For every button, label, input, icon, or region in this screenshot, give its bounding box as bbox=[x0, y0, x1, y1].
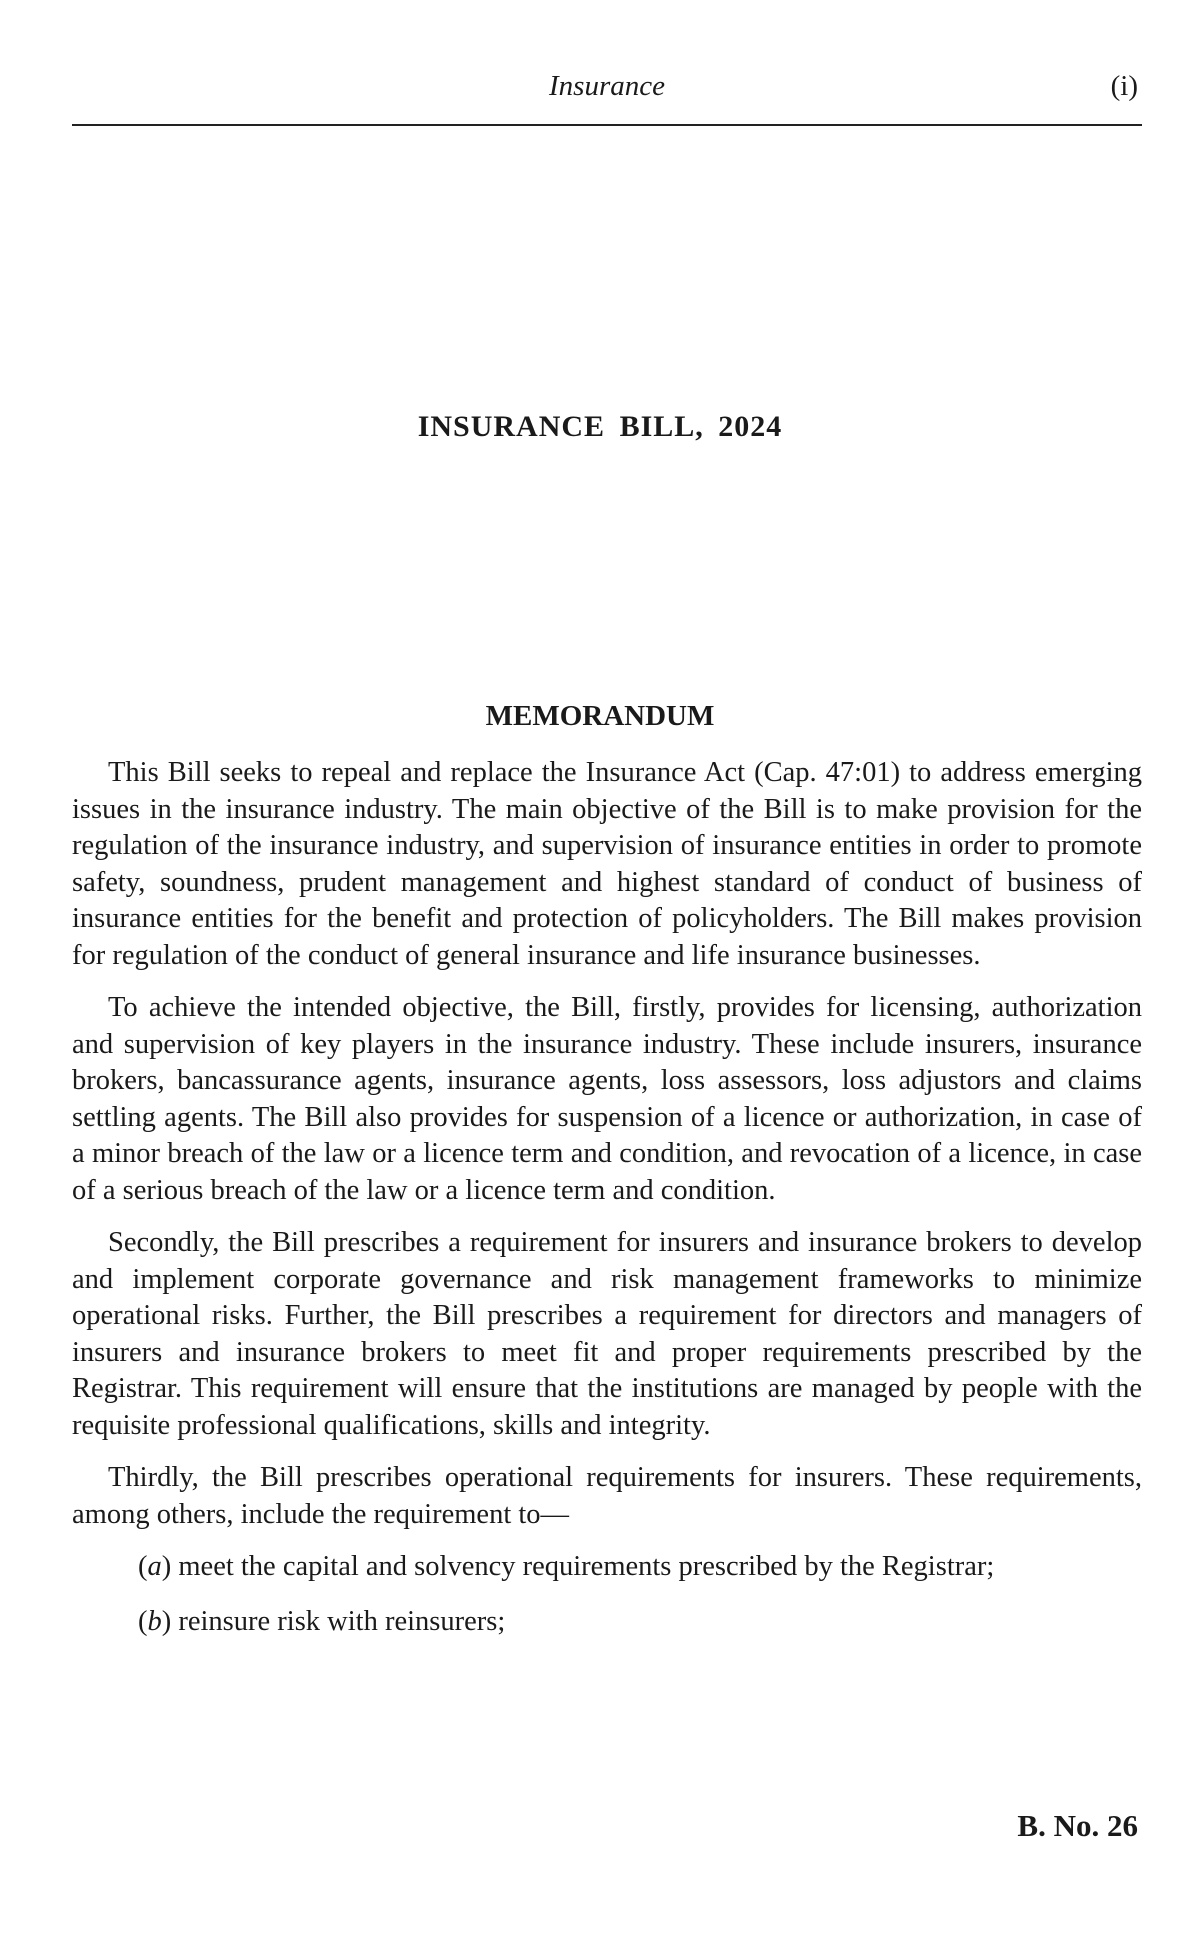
list-item-a-text: meet the capital and solvency requirements prescribed by the Registrar; bbox=[178, 1551, 995, 1582]
memorandum-body bbox=[72, 755, 1142, 1658]
memorandum-paragraph-2: To achieve the intended objective, the Bill, firstly, provides for licensing, authorization and supervision of key players in the insurance industry. These include insurers, insurance brokers, bancassurance agents, insurance agents, loss assessors, loss adjustors and claims settling agents. The Bill also provides for suspension of a licence or authorization, in case of a minor breach of the law or a licence term and condition, and revocation of a licence, in case of a serious breach of the law or a licence term and condition. bbox=[72, 992, 1142, 1206]
memorandum-heading: MEMORANDUM bbox=[485, 700, 715, 732]
list-item-a: (a) meet the capital and solvency requirements prescribed by the Registrar; bbox=[138, 1551, 995, 1582]
bill-title: INSURANCE BILL, 2024 bbox=[417, 410, 783, 443]
list-item-b-text: reinsure risk with reinsurers; bbox=[178, 1605, 506, 1637]
page-number: (i) bbox=[1110, 70, 1138, 102]
list-item-b-letter: b bbox=[147, 1605, 162, 1637]
list-item-a-letter: a bbox=[147, 1551, 162, 1582]
memorandum-paragraph-4: Thirdly, the Bill prescribes operational requirements for insurers. These requirements, among others, include the requirement to— bbox=[72, 1462, 1142, 1530]
memorandum-paragraph-1: This Bill seeks to repeal and replace the Insurance Act (Cap. 47:01) to address emerging issues in the insurance industry. The main objective of the Bill is to make provision for the regulation of the insurance industry, and supervision of insurance entities in order to promote safety, soundness, prudent management and highest standard of conduct of business of insurance entities for the benefit and protection of policyholders. The Bill makes provision for regulation of the conduct of general insurance and life insurance businesses. bbox=[72, 757, 1142, 971]
bill-number: B. No. 26 bbox=[1017, 1808, 1138, 1843]
running-header bbox=[72, 68, 1142, 126]
running-title: Insurance bbox=[549, 70, 665, 102]
memorandum-paragraph-3: Secondly, the Bill prescribes a requirement for insurers and insurance brokers to develop and implement corporate governance and risk management frameworks to minimize operational risks. Further, the Bill prescribes a requirement for directors and managers of insurers and insurance brokers to meet fit and proper requirements prescribed by the Registrar. This requirement will ensure that the institutions are managed by people with the requisite professional qualifications, skills and integrity. bbox=[72, 1227, 1142, 1441]
list-item-b: (b) reinsure risk with reinsurers; bbox=[138, 1605, 506, 1637]
